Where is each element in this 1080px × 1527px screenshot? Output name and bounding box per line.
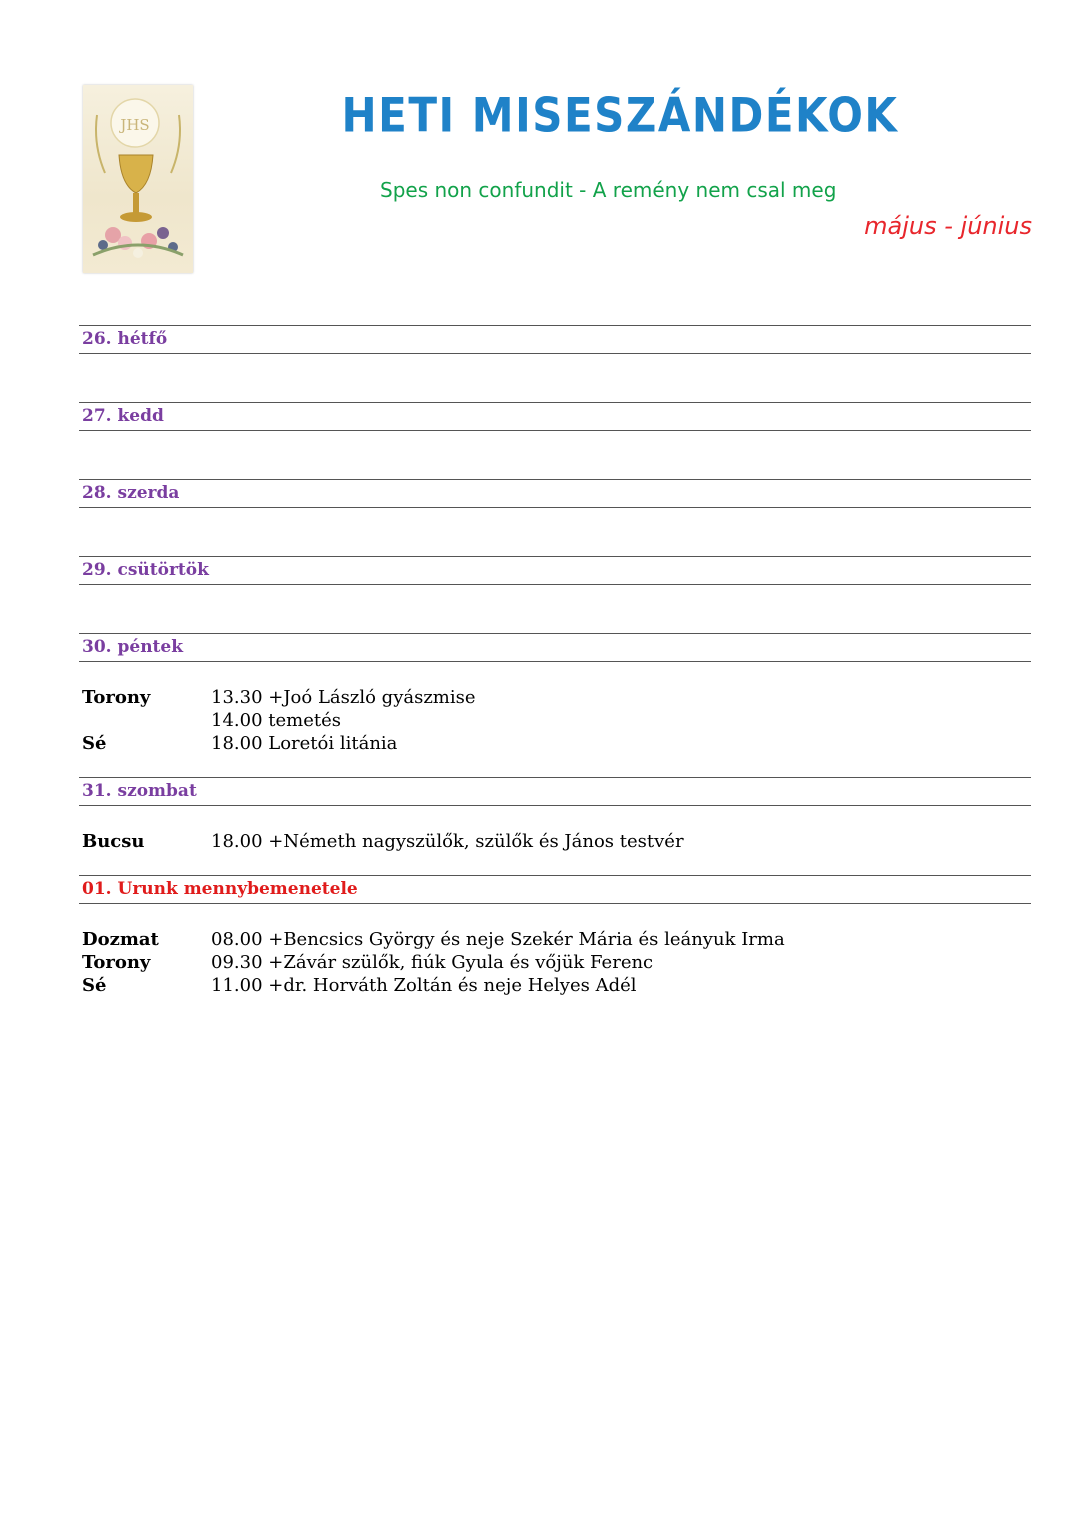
mass-location: Dozmat [82,929,159,950]
month-range: május - június [864,212,1032,240]
mass-location: Torony [82,687,151,708]
mass-entry [79,974,1031,997]
mass-intention: 18.00 +Németh nagyszülők, szülők és János testvér [211,831,684,852]
mass-entry [79,686,1031,709]
day-header: 01. Urunk mennybemenetele [79,875,1031,904]
day-header: 30. péntek [79,633,1031,662]
mass-intention: 11.00 +dr. Horváth Zoltán és neje Helyes Adél [211,975,637,996]
mass-intention: 08.00 +Bencsics György és neje Szekér Mária és leányuk Irma [211,929,785,950]
day-header: 26. hétfő [79,325,1031,354]
day-header: 28. szerda [79,479,1031,508]
mass-location: Torony [82,952,151,973]
day-mass-list [79,354,1031,402]
day-mass-list [79,431,1031,479]
page-title: HETI MISESZÁNDÉKOK [341,88,899,143]
day-header: 31. szombat [79,777,1031,806]
mass-schedule [79,325,1031,1019]
motto-subtitle: Spes non confundit - A remény nem csal meg [380,178,837,202]
day-mass-list [79,806,1031,875]
mass-entry [79,928,1031,951]
chalice-holy-card-image [83,85,193,273]
day-header: 29. csütörtök [79,556,1031,585]
mass-entry [79,732,1031,755]
day-header: 27. kedd [79,402,1031,431]
mass-intention: 18.00 Loretói litánia [211,733,398,754]
card-monogram: JHS [120,116,150,134]
day-mass-list [79,904,1031,1019]
mass-entry [79,709,1031,732]
day-mass-list [79,585,1031,633]
mass-entry [79,951,1031,974]
mass-location [79,709,211,732]
mass-entry [79,830,1031,853]
mass-location: Sé [82,733,107,754]
mass-location: Sé [82,975,107,996]
mass-intention: 13.30 +Joó László gyászmise [211,687,476,708]
mass-intention: 14.00 temetés [211,710,341,731]
chalice-illustration [83,85,193,273]
mass-intention: 09.30 +Závár szülők, fiúk Gyula és vőjük Ferenc [211,952,654,973]
mass-location: Bucsu [82,831,145,852]
day-mass-list [79,508,1031,556]
day-mass-list [79,662,1031,777]
